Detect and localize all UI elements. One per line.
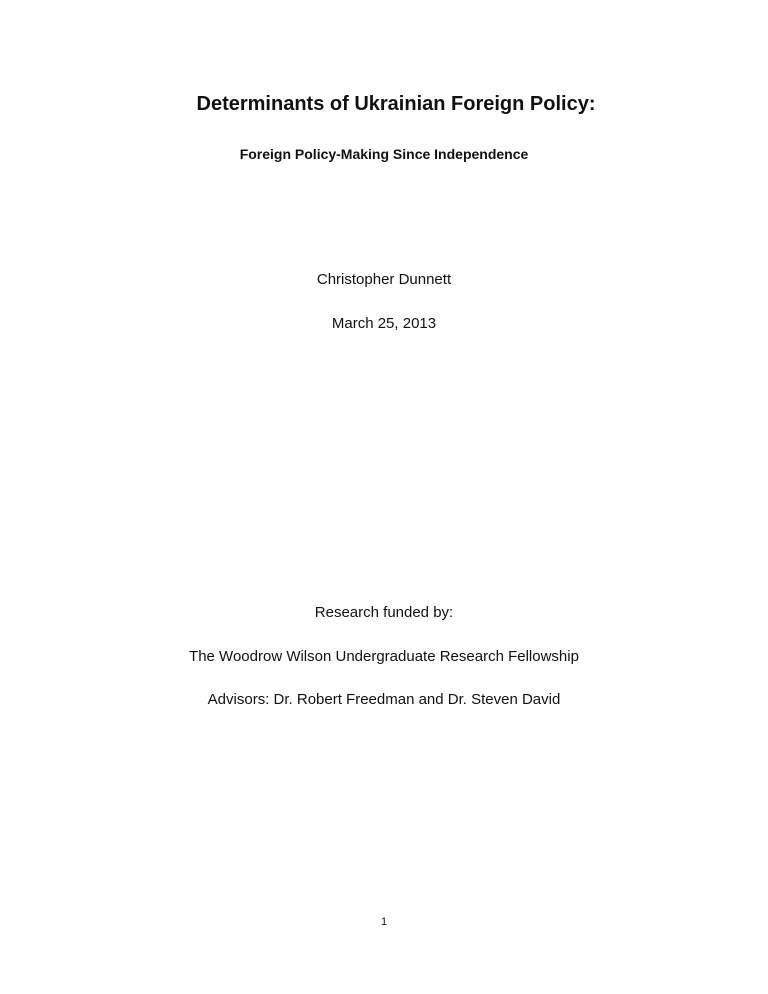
funding-label: Research funded by: [314,604,454,621]
funding-source: The Woodrow Wilson Undergraduate Research Fellowship [189,648,579,665]
document-title: Determinants of Ukrainian Foreign Policy: [196,93,596,115]
document-subtitle: Foreign Policy-Making Since Independence [239,146,529,162]
page-number: 1 [380,916,388,928]
author-name: Christopher Dunnett [316,271,452,288]
advisors-line: Advisors: Dr. Robert Freedman and Dr. Steven David [207,691,561,708]
document-date: March 25, 2013 [331,315,437,332]
